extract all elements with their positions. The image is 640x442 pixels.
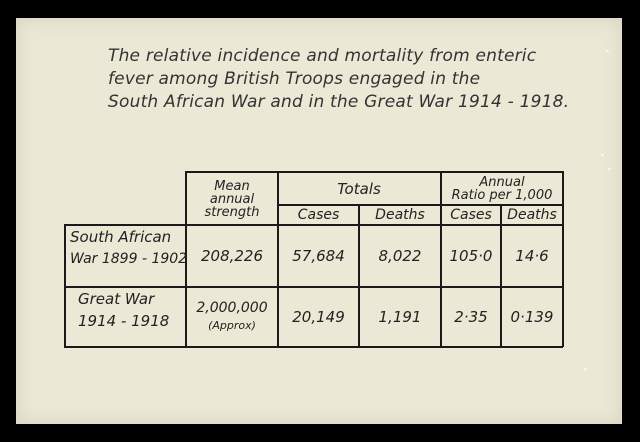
- header-strength-line-1: Mean: [214, 178, 250, 194]
- row-2-label-line-2: 1914 - 1918: [78, 312, 170, 330]
- row-1-ratio-deaths: 14·6: [515, 247, 549, 265]
- title: [108, 45, 570, 114]
- row-2-strength-note: (Approx): [208, 319, 256, 332]
- row-2-ratio-deaths: 0·139: [510, 308, 554, 326]
- header-totals: Totals: [337, 180, 381, 198]
- header-totals-deaths: Deaths: [375, 206, 425, 223]
- row-1-strength: 208,226: [200, 247, 264, 265]
- data-table: [47, 170, 557, 346]
- title-line-3: South African War and in the Great War 1914 - 1918.: [108, 92, 570, 112]
- row-2-deaths: 1,191: [378, 308, 422, 326]
- row-1-label-line-1: South African: [70, 228, 172, 246]
- header-strength: [187, 174, 277, 224]
- row-label-south-african-war: [66, 226, 187, 286]
- row-2-cases: 20,149: [292, 308, 345, 326]
- row-2-strength-value: 2,000,000: [196, 300, 268, 316]
- header-totals-cases: Cases: [297, 206, 340, 223]
- row-1-cases: 57,684: [292, 247, 345, 265]
- row-1-deaths: 8,022: [378, 247, 422, 265]
- row-1-label-line-2: War 1899 - 1902: [70, 251, 188, 267]
- header-ratio-deaths: Deaths: [507, 206, 557, 223]
- row-2-label-line-1: Great War: [78, 290, 155, 308]
- row-label-great-war: [66, 288, 195, 346]
- header-ratio: [442, 173, 562, 204]
- header-strength-line-2: annual: [209, 191, 255, 207]
- header-strength-line-3: strength: [204, 204, 260, 220]
- header-ratio-cases: Cases: [450, 206, 492, 223]
- row-1-ratio-cases: 105·0: [449, 247, 493, 265]
- title-line-2: fever among British Troops engaged in the: [108, 69, 481, 89]
- title-line-1: The relative incidence and mortality from enteric: [108, 46, 537, 66]
- row-2-strength: [187, 288, 277, 346]
- row-2-ratio-cases: 2·35: [454, 308, 488, 326]
- header-ratio-line-2: Ratio per 1,000: [451, 187, 553, 203]
- header-ratio-line-1: Annual: [479, 174, 525, 190]
